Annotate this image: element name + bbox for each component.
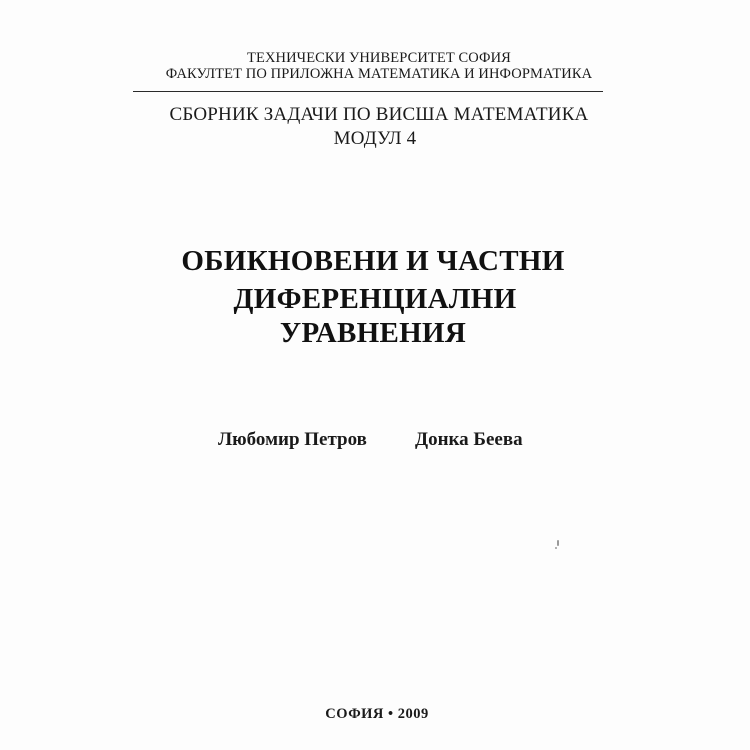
authors — [0, 429, 750, 453]
book-title-line-1: ОБИКНОВЕНИ И ЧАСТНИ — [181, 245, 565, 277]
book-title-line-3: УРАВНЕНИЯ — [279, 317, 467, 349]
scan-speck — [555, 547, 557, 549]
scan-speck — [557, 540, 559, 546]
imprint: СОФИЯ • 2009 — [325, 706, 429, 722]
module-label: МОДУЛ 4 — [333, 128, 417, 149]
author-name: Любомир Петров — [218, 429, 367, 450]
author-name: Донка Беева — [415, 429, 523, 450]
institution-name: ТЕХНИЧЕСКИ УНИВЕРСИТЕТ СОФИЯ — [247, 50, 511, 66]
series-title: СБОРНИК ЗАДАЧИ ПО ВИСША МАТЕМАТИКА — [169, 104, 589, 125]
book-title-line-2: ДИФЕРЕНЦИАЛНИ — [233, 283, 517, 315]
faculty-name: ФАКУЛТЕТ ПО ПРИЛОЖНА МАТЕМАТИКА И ИНФОРМАТИКА — [165, 66, 593, 82]
header-divider — [133, 91, 603, 92]
